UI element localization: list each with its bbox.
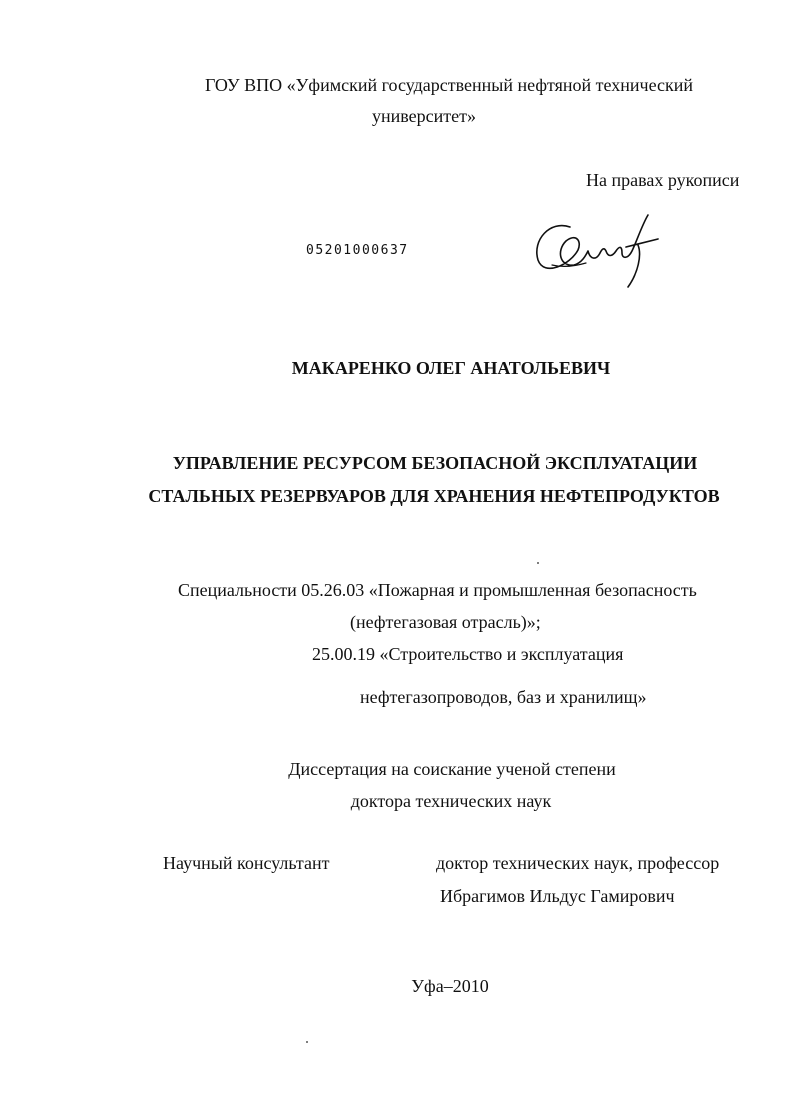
institution-line-2: университет»	[372, 106, 476, 126]
handwritten-signature-icon	[530, 205, 670, 295]
registry-number: 05201000637	[306, 243, 409, 258]
dissertation-title-line-1: УПРАВЛЕНИЕ РЕСУРСОМ БЕЗОПАСНОЙ ЭКСПЛУАТАЦИИ	[172, 453, 698, 473]
specialties-line-3: 25.00.19 «Строительство и эксплуатация	[312, 644, 624, 664]
scan-speck	[306, 1041, 308, 1043]
degree-line-1: Диссертация на соискание ученой степени	[288, 759, 616, 779]
city-year: Уфа–2010	[411, 976, 489, 996]
author-name: МАКАРЕНКО ОЛЕГ АНАТОЛЬЕВИЧ	[291, 358, 611, 378]
degree-line-2: доктора технических наук	[350, 791, 552, 811]
advisor-label: Научный консультант	[163, 853, 330, 873]
specialties-line-2: (нефтегазовая отрасль)»;	[350, 612, 541, 632]
scan-speck	[537, 562, 539, 564]
dissertation-title-line-2: СТАЛЬНЫХ РЕЗЕРВУАРОВ ДЛЯ ХРАНЕНИЯ НЕФТЕПРОДУКТОВ	[148, 486, 720, 506]
institution-line-1: ГОУ ВПО «Уфимский государственный нефтяной технический	[204, 75, 694, 95]
advisor-title: доктор технических наук, профессор	[436, 853, 720, 873]
advisor-name: Ибрагимов Ильдус Гамирович	[440, 886, 675, 906]
specialties-line-4: нефтегазопроводов, баз и хранилищ»	[360, 687, 647, 707]
manuscript-note: На правах рукописи	[586, 170, 740, 190]
specialties-line-1: Специальности 05.26.03 «Пожарная и промышленная безопасность	[178, 580, 697, 600]
